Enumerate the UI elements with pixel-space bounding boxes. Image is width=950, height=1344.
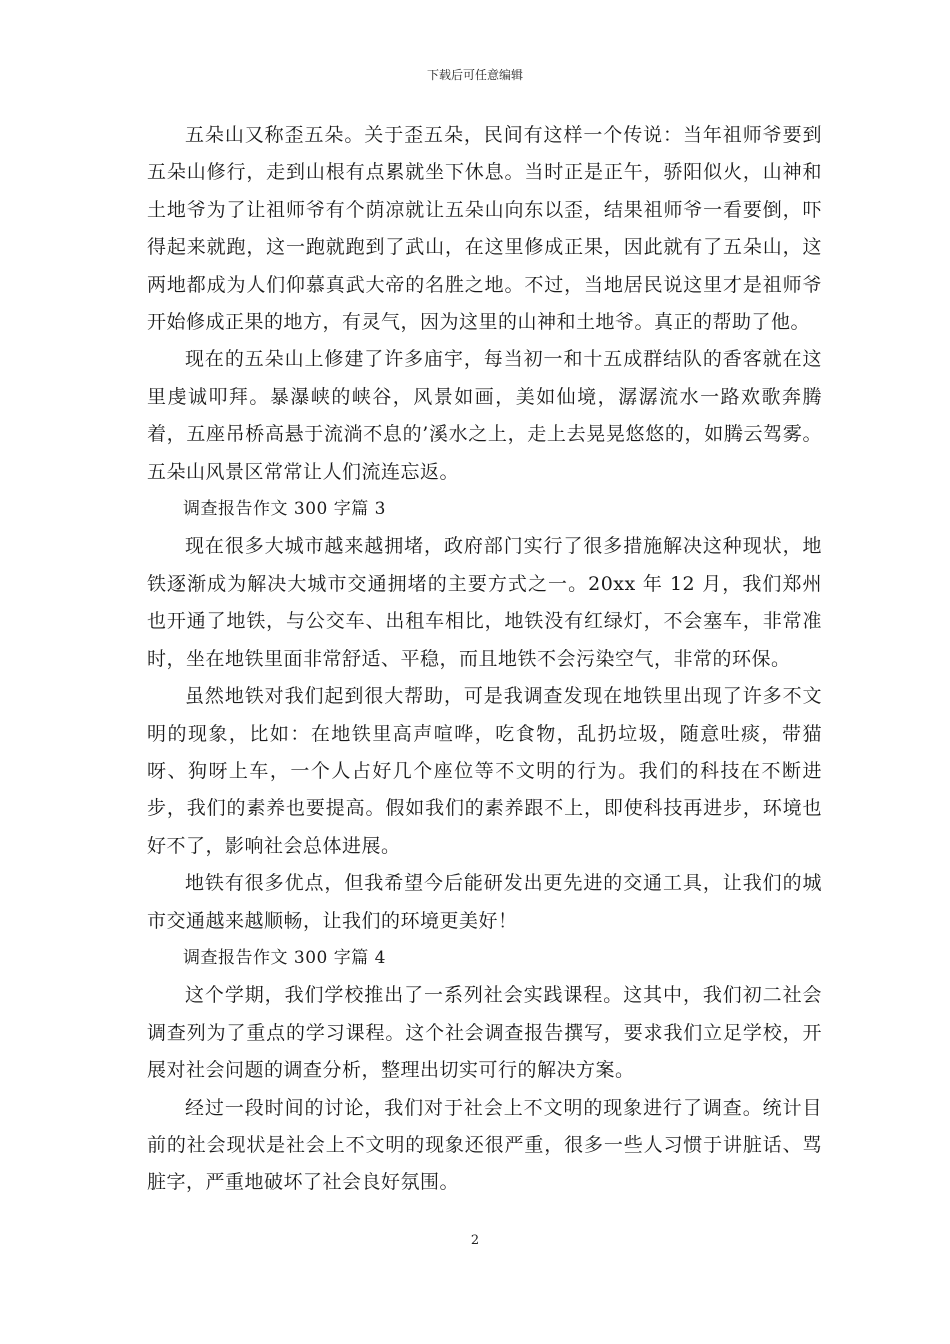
paragraph: 现在很多大城市越来越拥堵，政府部门实行了很多措施解决这种现状，地铁逐渐成为解决大城市交通拥堵的主要方式之一。20xx 年 12 月，我们郑州也开通了地铁，与公交车、出租车相比，地铁没有红绿灯，不会塞车，非常准时，坐在地铁里面非常舒适、平稳，而且地铁不会污染空气，非常的环保。: [147, 535, 822, 670]
paragraph: 地铁有很多优点，但我希望今后能研发出更先进的交通工具，让我们的城市交通越来越顺畅，让我们的环境更美好！: [147, 872, 822, 932]
document-body: [147, 117, 822, 1202]
paragraph: 现在的五朵山上修建了许多庙宇，每当初一和十五成群结队的香客就在这里虔诚叩拜。暴瀑峡的峡谷，风景如画，美如仙境，潺潺流水一路欢歌奔腾着，五座吊桥高悬于流淌不息的’溪水之上，走上去晃晃悠悠的，如腾云驾雾。五朵山风景区常常让人们流连忘返。: [147, 348, 822, 483]
paragraph: 五朵山又称歪五朵。关于歪五朵，民间有这样一个传说：当年祖师爷要到五朵山修行，走到山根有点累就坐下休息。当时正是正午，骄阳似火，山神和土地爷为了让祖师爷有个荫凉就让五朵山向东以歪，结果祖师爷一看要倒，吓得起来就跑，这一跑就跑到了武山，在这里修成正果，因此就有了五朵山，这两地都成为人们仰慕真武大帝的名胜之地。不过，当地居民说这里才是祖师爷开始修成正果的地方，有灵气，因为这里的山神和土地爷。真正的帮助了他。: [147, 124, 822, 334]
paragraph: 虽然地铁对我们起到很大帮助，可是我调查发现在地铁里出现了许多不文明的现象，比如：在地铁里高声喧哗，吃食物，乱扔垃圾，随意吐痰，带猫呀、狗呀上车，一个人占好几个座位等不文明的行为。我们的科技在不断进步，我们的素养也要提高。假如我们的素养跟不上，即使科技再进步，环境也好不了，影响社会总体进展。: [147, 685, 822, 857]
page-number: 2: [470, 1233, 480, 1248]
section-heading: 调查报告作文 300 字篇 4: [183, 947, 386, 968]
paragraph: 经过一段时间的讨论，我们对于社会上不文明的现象进行了调查。统计目前的社会现状是社会上不文明的现象还很严重，很多一些人习惯于讲脏话、骂脏字，严重地破坏了社会良好氛围。: [147, 1096, 822, 1194]
paragraph: 这个学期，我们学校推出了一系列社会实践课程。这其中，我们初二社会调查列为了重点的学习课程。这个社会调查报告撰写，要求我们立足学校，开展对社会问题的调查分析，整理出切实可行的解决方案。: [147, 984, 822, 1082]
page-header: 下载后可任意编辑: [426, 68, 523, 82]
section-heading: 调查报告作文 300 字篇 3: [183, 499, 386, 520]
